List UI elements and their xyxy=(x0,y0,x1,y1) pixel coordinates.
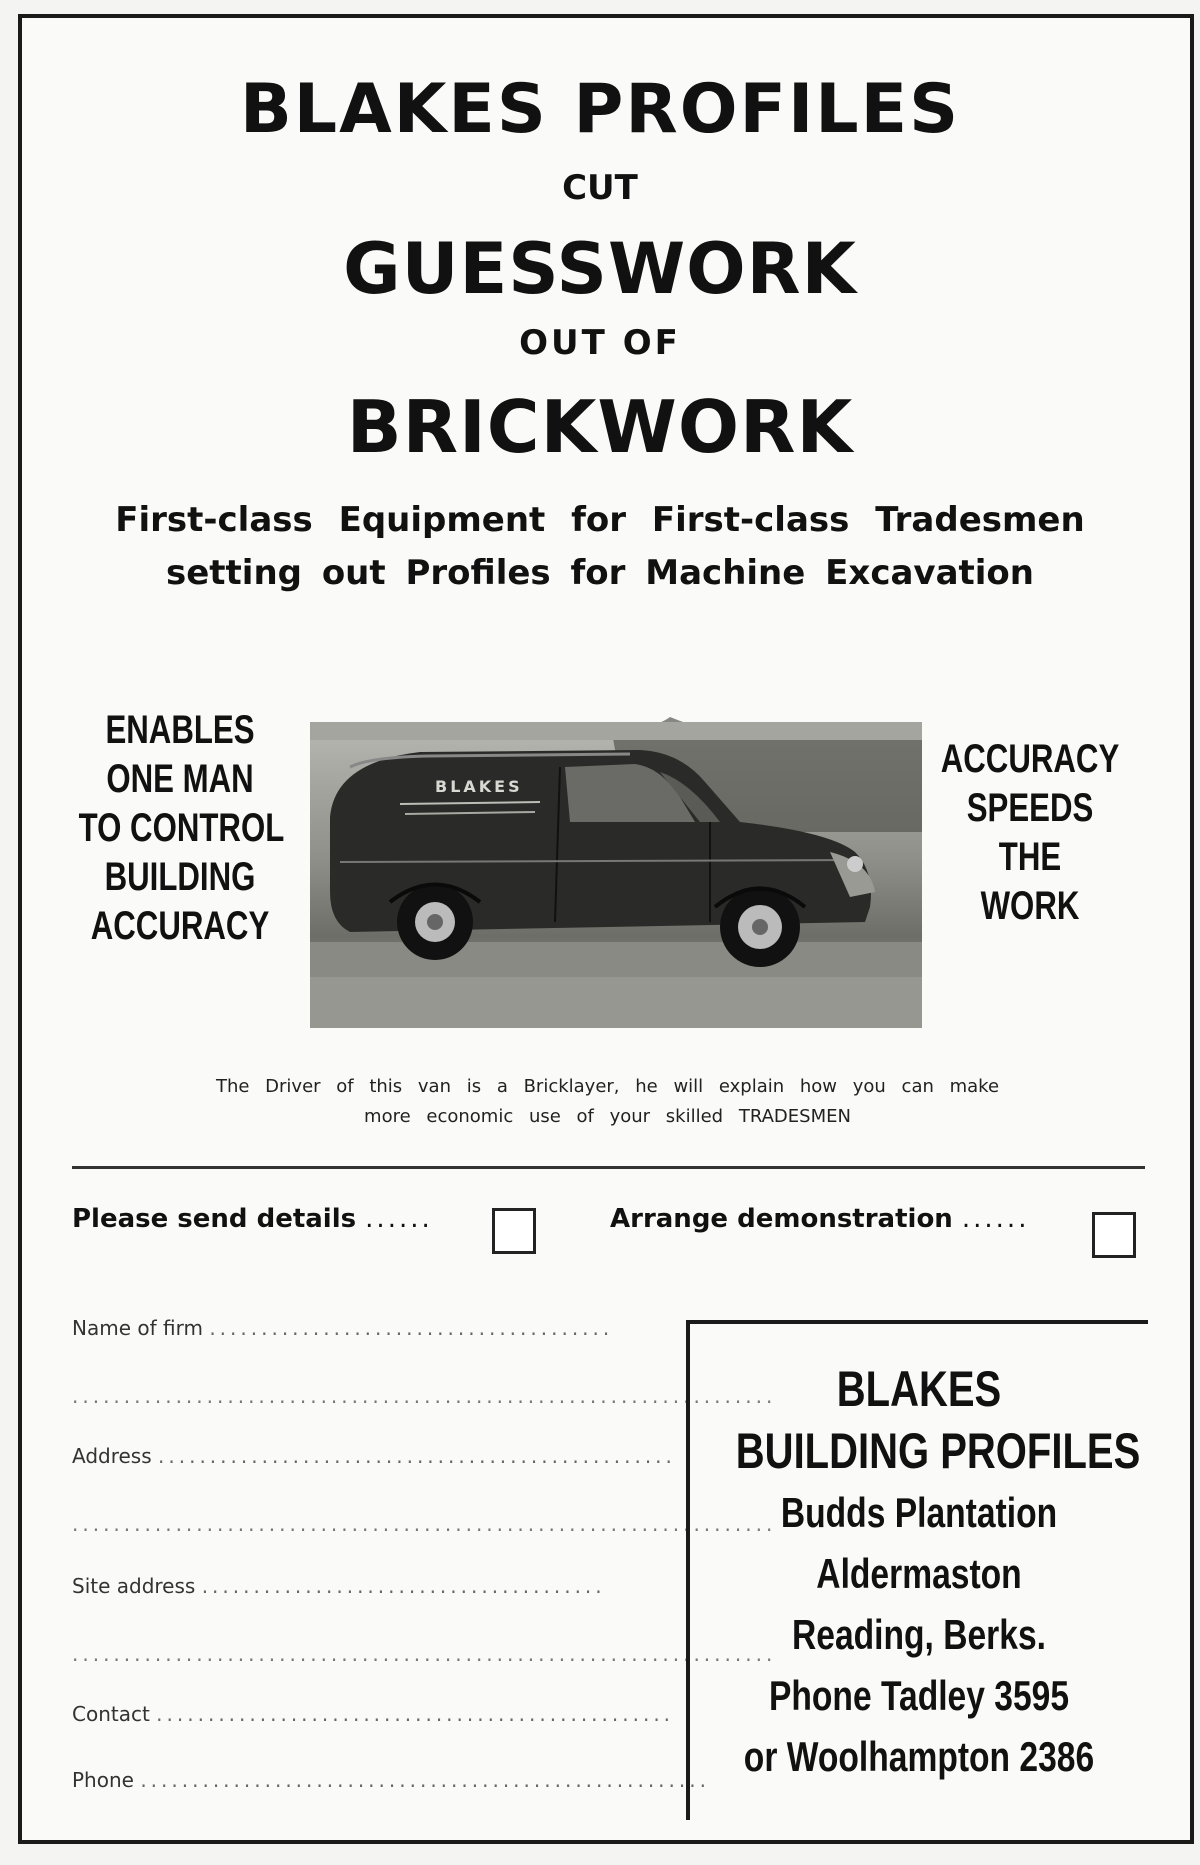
phone-line-2: or Woolhampton 2386 xyxy=(743,1733,1095,1780)
blank-line[interactable]: .................................................................... xyxy=(72,1512,777,1536)
left-callout xyxy=(78,706,285,951)
arrange-demo-checkbox[interactable] xyxy=(1092,1212,1136,1258)
site-address-field[interactable] xyxy=(72,1574,652,1598)
van-lettering: BLAKES xyxy=(435,777,523,796)
fill-line: .................................................. xyxy=(158,1444,676,1468)
contact-field[interactable] xyxy=(72,1702,675,1726)
left-callout-line: ENABLES xyxy=(105,708,255,752)
company-name: BLAKES xyxy=(836,1361,1002,1417)
address-line-2: Aldermaston xyxy=(816,1550,1022,1597)
site-address-label: Site address xyxy=(72,1574,196,1598)
address-field[interactable] xyxy=(72,1444,676,1468)
headline-cut: CUT xyxy=(562,168,638,208)
company-name-line-2: BUILDING PROFILES xyxy=(735,1423,1141,1479)
blank-line[interactable]: .................................................................... xyxy=(72,1642,777,1666)
leader-dots: ...... xyxy=(961,1204,1030,1234)
address-line-3: Reading, Berks. xyxy=(792,1611,1046,1658)
right-callout-line: SPEEDS xyxy=(966,786,1094,830)
headline-blakes-profiles: BLAKES PROFILES xyxy=(239,70,961,149)
name-of-firm-field[interactable] xyxy=(72,1316,652,1340)
divider-rule xyxy=(72,1166,1145,1169)
right-callout xyxy=(929,735,1132,931)
send-details-checkbox[interactable] xyxy=(492,1208,536,1254)
fill-line: ....................................................... xyxy=(140,1768,710,1792)
company-address-box xyxy=(686,1320,1148,1820)
address-line-1: Budds Plantation xyxy=(780,1489,1058,1536)
headline-guesswork: GUESSWORK xyxy=(343,228,857,310)
right-callout-line: ACCURACY xyxy=(940,737,1120,781)
headline-brickwork: BRICKWORK xyxy=(346,385,854,469)
phone-label: Phone xyxy=(72,1768,134,1792)
subheading-line-2: setting out Profiles for Machine Excavation xyxy=(165,553,1034,593)
left-callout-line: TO CONTROL xyxy=(78,806,285,850)
driver-note-line-2: more economic use of your skilled TRADESMEN xyxy=(364,1106,851,1127)
address-label: Address xyxy=(72,1444,152,1468)
arrange-demo-label: Arrange demonstration xyxy=(610,1204,953,1234)
arrange-demo-option xyxy=(610,1204,1029,1234)
headline-out-of: OUT OF xyxy=(519,323,681,363)
driver-note-line-1: The Driver of this van is a Bricklayer, he will explain how you can make xyxy=(215,1076,1000,1097)
send-details-option xyxy=(72,1204,433,1234)
van-photo xyxy=(310,722,922,1028)
send-details-label: Please send details xyxy=(72,1204,357,1234)
right-callout-line: WORK xyxy=(980,884,1080,928)
subheading-line-1: First-class Equipment for First-class Tradesmen xyxy=(115,500,1085,540)
blank-line[interactable]: .................................................................... xyxy=(72,1384,777,1408)
left-callout-line: ACCURACY xyxy=(90,904,270,948)
fill-line: ....................................... xyxy=(209,1316,614,1340)
driver-note xyxy=(70,1072,1145,1132)
left-callout-line: ONE MAN xyxy=(106,757,254,801)
fill-line: ....................................... xyxy=(201,1574,606,1598)
name-of-firm-label: Name of firm xyxy=(72,1316,203,1340)
right-callout-line: THE xyxy=(998,835,1062,879)
left-callout-line: BUILDING xyxy=(104,855,256,899)
van-illustration xyxy=(310,722,922,1028)
phone-field[interactable] xyxy=(72,1768,710,1792)
leader-dots: ...... xyxy=(365,1204,433,1234)
contact-label: Contact xyxy=(72,1702,150,1726)
fill-line: .................................................. xyxy=(156,1702,675,1726)
phone-line-1: Phone Tadley 3595 xyxy=(768,1672,1070,1719)
